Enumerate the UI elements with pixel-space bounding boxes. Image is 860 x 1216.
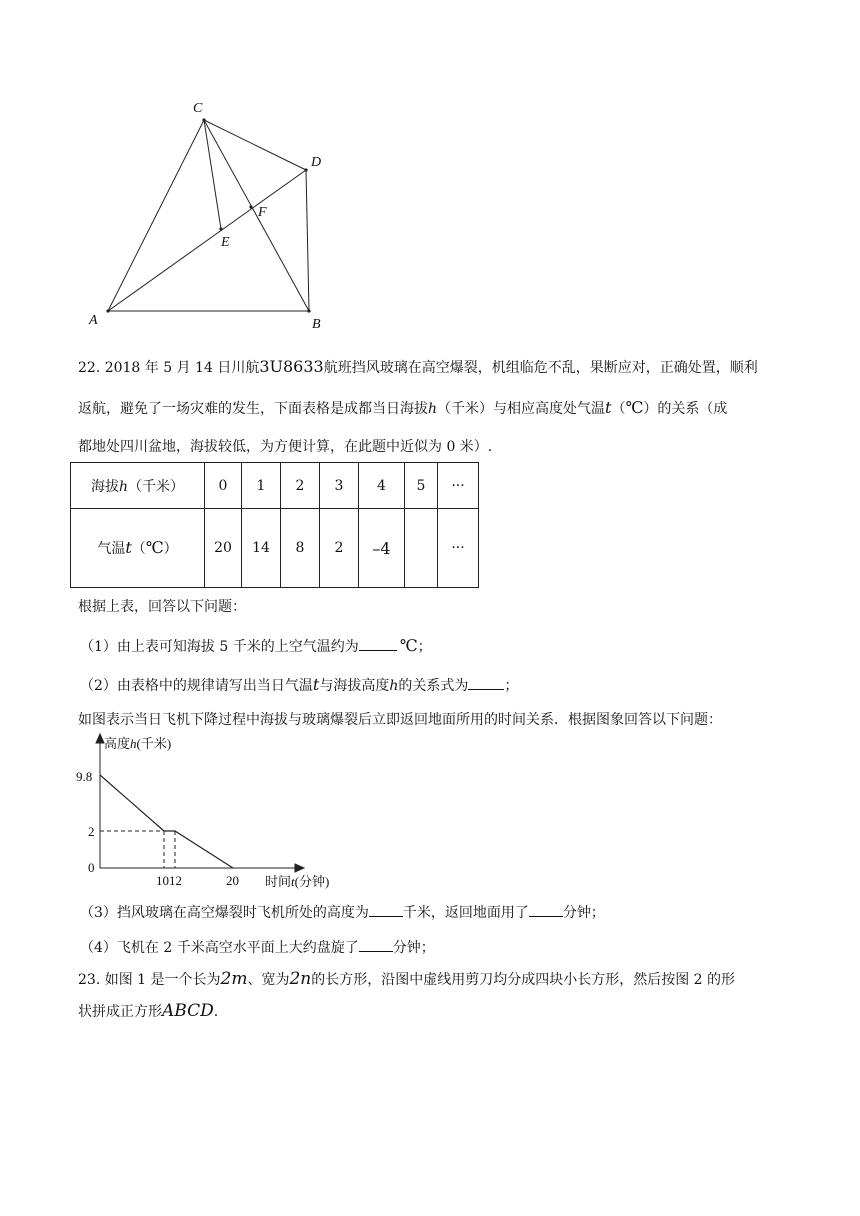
table-cell: 20 [205, 509, 242, 588]
answer-blank[interactable] [369, 902, 403, 917]
origin-label: 0 [88, 860, 95, 875]
graph-x-label: 时间t(分钟) [265, 874, 330, 889]
y-axis-arrow [96, 734, 104, 743]
segment-db [306, 170, 309, 311]
after-table-text: 根据上表，回答以下问题： [78, 599, 246, 615]
point-e [219, 227, 222, 230]
q23-line2: 状拼成正方形ABCD. [78, 1001, 219, 1021]
altitude-temperature-table [70, 462, 479, 588]
table-cell: 3 [320, 463, 359, 509]
table-row-altitude [71, 463, 479, 509]
label-a: A [89, 313, 98, 328]
y-tick-2: 2 [88, 824, 95, 839]
segment-cb [204, 120, 309, 311]
table-cell: ··· [438, 509, 479, 588]
q22-intro-line2: 返航，避免了一场灾难的发生，下面表格是成都当日海拔h（千米）与相应高度处气温t（℃）的关系（成 [78, 398, 728, 417]
point-d [304, 168, 307, 171]
label-d: D [311, 155, 322, 170]
table-row-temperature [71, 509, 479, 588]
graph-intro: 如图表示当日飞机下降过程中海拔与玻璃爆裂后立即返回地面所用的时间关系．根据图象回答以下问题： [78, 712, 722, 728]
point-a [106, 309, 109, 312]
segment-ad [108, 170, 306, 311]
segment-ca [108, 120, 204, 311]
q22-part2: （2）由表格中的规律请写出当日气温t与海拔高度h的关系式为 ； [80, 675, 519, 694]
table-cell: 2 [320, 509, 359, 588]
table-header-temperature: 气温t（℃） [71, 509, 205, 588]
label-b: B [312, 317, 321, 332]
table-cell: 1 [242, 463, 281, 509]
answer-blank[interactable] [359, 636, 397, 651]
table-cell: 5 [405, 463, 438, 509]
y-tick-9-8: 9.8 [76, 769, 93, 784]
table-cell [405, 509, 438, 588]
graph-y-label: 高度h(千米) [104, 736, 172, 751]
q23-line1: 23. 如图 1 是一个长为2m、宽为2n的长方形，沿图中虚线用剪刀均分成四块小长方形，然后按图 2 的形 [78, 969, 736, 989]
table-header-altitude: 海拔h（千米） [71, 463, 205, 509]
x-axis-arrow [295, 864, 304, 872]
answer-blank[interactable] [529, 902, 563, 917]
table-cell: 0 [205, 463, 242, 509]
x-tick-20: 20 [226, 873, 239, 888]
point-c [202, 118, 205, 121]
q22-part4: （4）飞机在 2 千米高空水平面上大约盘旋了 分钟； [80, 937, 435, 958]
table-cell: 2 [281, 463, 320, 509]
table-cell: –4 [359, 509, 405, 588]
answer-blank[interactable] [359, 937, 393, 952]
table-cell: ··· [438, 463, 479, 509]
q22-intro-line1: 22. 2018 年 5 月 14 日川航3U8633航班挡风玻璃在高空爆裂，机组临危不乱，果断应对，正确处置，顺利 [78, 357, 758, 376]
label-c: C [193, 101, 203, 116]
segment-cd [204, 120, 306, 170]
table-cell: 4 [359, 463, 405, 509]
q22-part3: （3）挡风玻璃在高空爆裂时飞机所处的高度为 千米，返回地面用了 分钟； [80, 902, 605, 923]
table-cell: 14 [242, 509, 281, 588]
answer-blank[interactable] [468, 675, 504, 690]
label-f: F [258, 205, 267, 220]
altitude-time-graph [70, 730, 370, 895]
geometry-figure [80, 92, 340, 337]
altitude-line [100, 775, 233, 868]
point-f [249, 205, 252, 208]
label-e: E [221, 235, 230, 250]
point-b [307, 309, 310, 312]
q22-intro-line3: 都地处四川盆地，海拔较低，为方便计算，在此题中近似为 0 米）. [78, 439, 493, 455]
table-cell: 8 [281, 509, 320, 588]
x-tick-10-12: 1012 [156, 873, 182, 888]
q22-part1: （1）由上表可知海拔 5 千米的上空气温约为 ℃； [80, 636, 432, 655]
